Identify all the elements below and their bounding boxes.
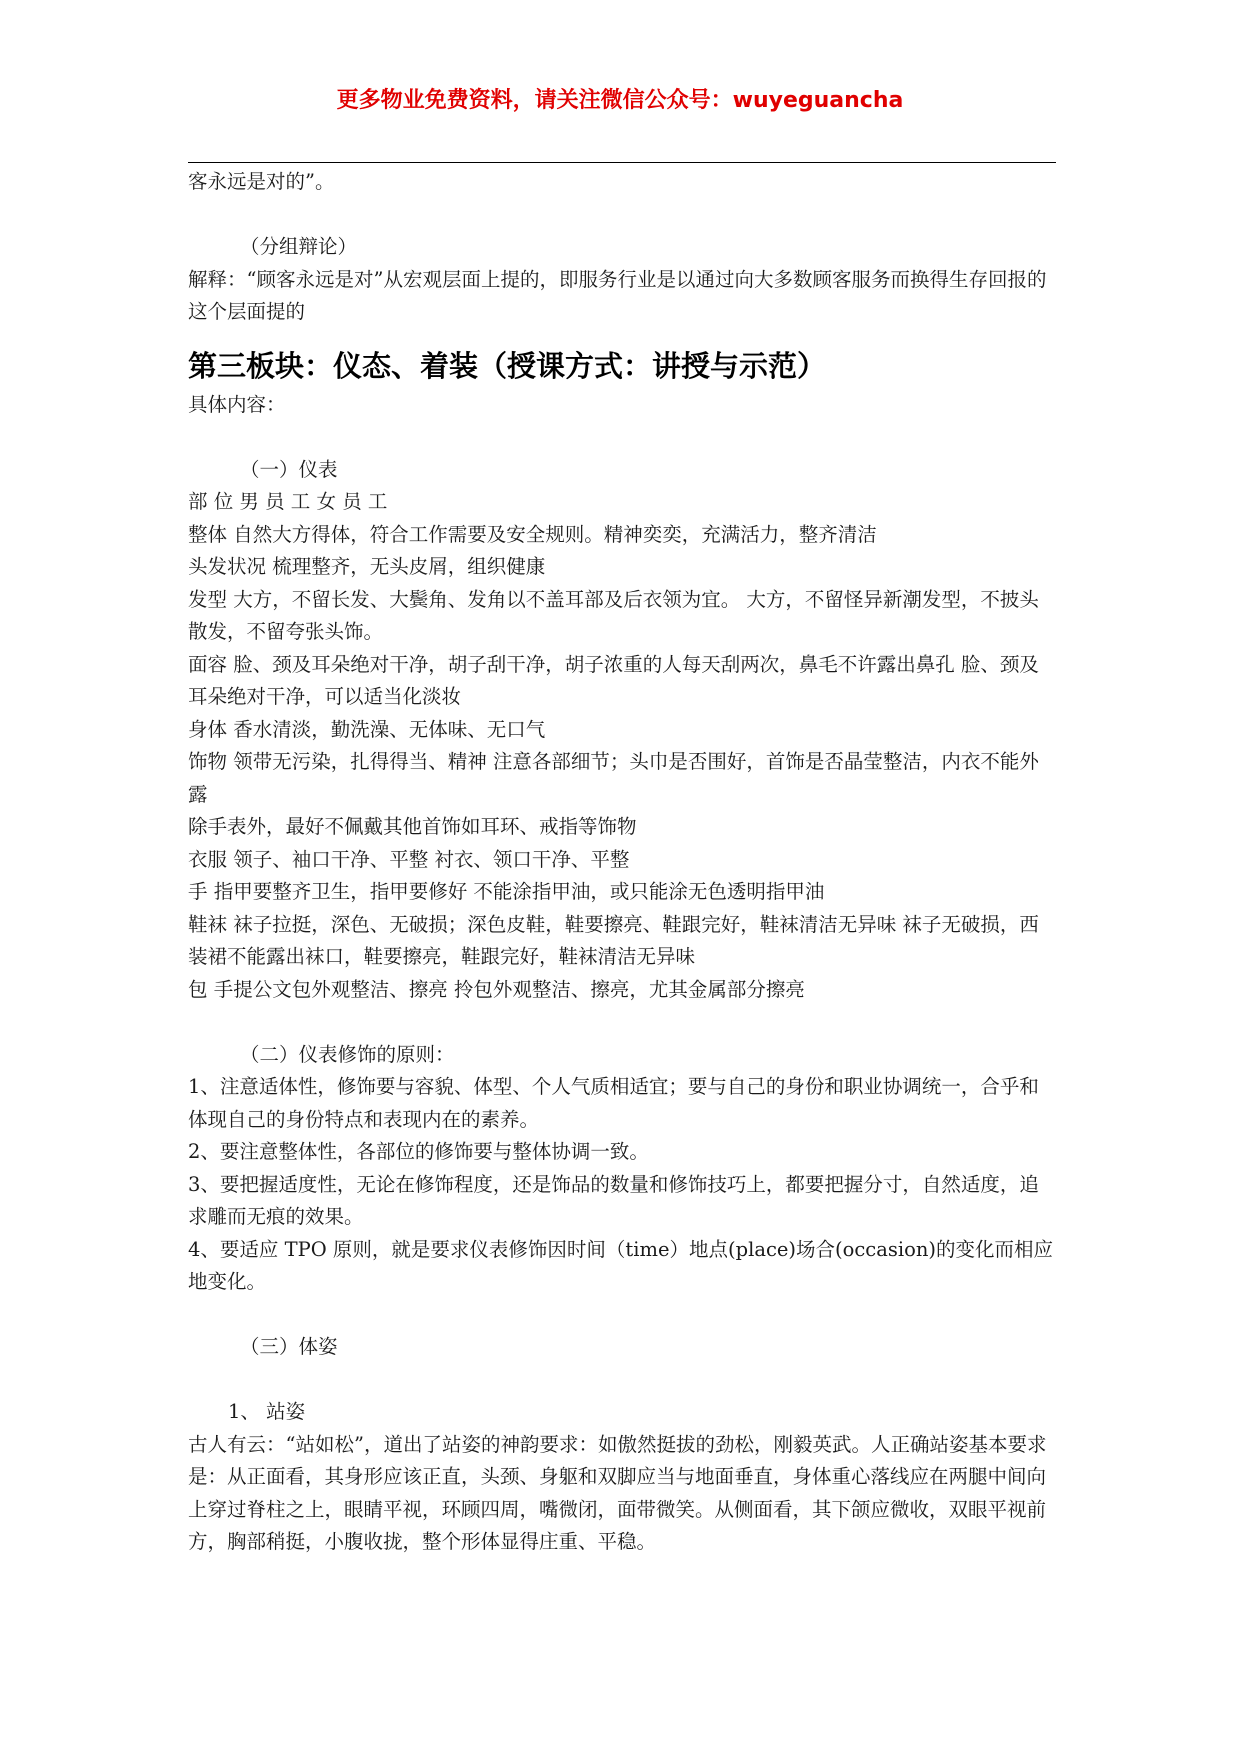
appearance-line: 衣服 领子、袖口干净、平整 衬衣、领口干净、平整 — [188, 847, 630, 871]
debate-label: （分组辩论） — [240, 235, 358, 258]
principle-item: 1、注意适体性，修饰要与容貌、体型、个人气质相适宜；要与自己的身份和职业协调统一，合乎和体现自己的身份特点和表现内在的素养。 — [188, 1075, 1039, 1131]
appearance-line: 除手表外，最好不佩戴其他首饰如耳环、戒指等饰物 — [188, 815, 637, 838]
principle-item: 3、要把握适度性，无论在修饰程度，还是饰品的数量和修饰技巧上，都要把握分寸，自然适度，追求雕而无痕的效果。 — [188, 1172, 1039, 1228]
spacer — [188, 1006, 1056, 1039]
header-divider — [188, 162, 1056, 163]
appearance-line: 鞋袜 袜子拉挺，深色、无破损；深色皮鞋，鞋要擦亮、鞋跟完好，鞋袜清洁无异味 袜子无破损，西装裙不能露出袜口，鞋要擦亮，鞋跟完好，鞋袜清洁无异味 — [188, 912, 1039, 968]
principles-heading: （二）仪表修饰的原则： — [240, 1042, 455, 1066]
appearance-line: 发型 大方，不留长发、大鬓角、发角以不盖耳部及后衣领为宜。 大方，不留怪异新潮发型，不披头散发，不留夸张头饰。 — [188, 587, 1039, 643]
appearance-line: 手 指甲要整齐卫生，指甲要修好 不能涂指甲油，或只能涂无色透明指甲油 — [188, 880, 825, 903]
document-body — [188, 166, 1056, 1559]
appearance-line: 头发状况 梳理整齐，无头皮屑，组织健康 — [188, 555, 546, 578]
section-3-subtitle: 具体内容： — [188, 392, 286, 416]
standing-paragraph: 古人有云：“站如松”，道出了站姿的神韵要求：如傲然挺拔的劲松，刚毅英武。人正确站姿基本要求是：从正面看，其身形应该正直，头颈、身躯和双脚应当与地面垂直，身体重心落线应在两腿中间向上穿过脊柱之上，眼睛平视，环顾四周，嘴微闭，面带微笑。从侧面看，其下颌应微收，双眼平视前方，胸部稍挺，小腹收拢，整个形体显得庄重、平稳。 — [188, 1432, 1047, 1553]
appearance-line: 面容 脸、颈及耳朵绝对干净，胡子刮干净，胡子浓重的人每天刮两次，鼻毛不许露出鼻孔 脸、颈及耳朵绝对干净，可以适当化淡妆 — [188, 652, 1039, 708]
spacer — [188, 1364, 1056, 1397]
standing-heading: 1、 站姿 — [228, 1400, 306, 1423]
explanation-paragraph: 解释：“顾客永远是对”从宏观层面上提的，即服务行业是以通过向大多数顾客服务而换得生存回报的这个层面提的 — [188, 267, 1047, 323]
principle-item: 2、要注意整体性，各部位的修饰要与整体协调一致。 — [188, 1140, 649, 1163]
posture-heading: （三）体姿 — [240, 1335, 338, 1358]
appearance-line: 部 位 男 员 工 女 员 工 — [188, 490, 388, 513]
principle-item: 4、要适应 TPO 原则，就是要求仪表修饰因时间（time）地点(place)场合(occasion)的变化而相应地变化。 — [188, 1237, 1054, 1293]
appearance-heading: （一）仪表 — [240, 457, 338, 481]
section-3-title: 第三板块：仪态、着装（授课方式：讲授与示范） — [188, 348, 827, 383]
appearance-line: 饰物 领带无污染，扎得得当、精神 注意各部细节；头巾是否围好，首饰是否晶莹整洁，内衣不能外露 — [188, 750, 1039, 806]
appearance-line: 身体 香水清淡，勤洗澡、无体味、无口气 — [188, 717, 546, 741]
appearance-line: 包 手提公文包外观整洁、擦亮 拎包外观整洁、擦亮，尤其金属部分擦亮 — [188, 977, 805, 1001]
spacer — [188, 1299, 1056, 1332]
appearance-line: 整体 自然大方得体，符合工作需要及安全规则。精神奕奕，充满活力，整齐清洁 — [188, 522, 877, 546]
spacer — [188, 199, 1056, 232]
intro-carry-line: 客永远是对的”。 — [188, 170, 335, 193]
page-header-notice: 更多物业免费资料，请关注微信公众号：wuyeguancha — [336, 88, 904, 113]
spacer — [188, 421, 1056, 454]
